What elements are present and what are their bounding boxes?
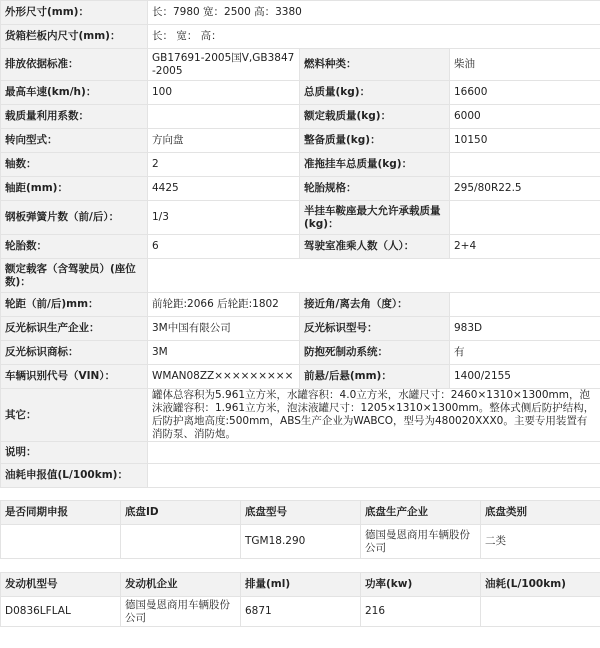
spec-row-dimensions xyxy=(1,1,600,25)
trailer-mass-label: 准拖挂车总质量(kg)： xyxy=(300,153,450,177)
tire-count-value: 6 xyxy=(148,235,300,259)
curb-mass-value: 10150 xyxy=(450,129,600,153)
saddle-load-label: 半挂车鞍座最大允许承载质量(kg)： xyxy=(300,201,450,235)
chassis-maker: 德国曼恩商用车辆股份公司 xyxy=(361,525,481,559)
fuel-type-value: 柴油 xyxy=(450,49,600,81)
reflector-maker-value: 3M中国有限公司 xyxy=(148,317,300,341)
emission-standard-value: GB17691-2005国Ⅴ,GB3847-2005 xyxy=(148,49,300,81)
approach-angle-value xyxy=(450,293,600,317)
steering-value: 方向盘 xyxy=(148,129,300,153)
dimensions-value: 长：7980 宽：2500 高：3380 xyxy=(148,1,600,25)
gross-mass-value: 16600 xyxy=(450,81,600,105)
engine-data-row xyxy=(1,597,600,627)
tire-spec-value: 295/80R22.5 xyxy=(450,177,600,201)
wheelbase-label: 轴距(mm)： xyxy=(1,177,148,201)
chassis-category: 二类 xyxy=(481,525,600,559)
emission-standard-label: 排放依据标准： xyxy=(1,49,148,81)
spec-row-reflector-mfr xyxy=(1,317,600,341)
reflector-brand-label: 反光标识商标： xyxy=(1,341,148,365)
spec-row-util xyxy=(1,105,600,129)
engine-power: 216 xyxy=(361,597,481,627)
reflector-maker-label: 反光标识生产企业： xyxy=(1,317,148,341)
curb-mass-label: 整备质量(kg)： xyxy=(300,129,450,153)
tire-spec-label: 轮胎规格： xyxy=(300,177,450,201)
fuel-report-value xyxy=(148,464,600,488)
tire-count-label: 轮胎数： xyxy=(1,235,148,259)
load-util-value xyxy=(148,105,300,129)
axles-label: 轴数： xyxy=(1,153,148,177)
reflector-model-value: 983D xyxy=(450,317,600,341)
chassis-id xyxy=(121,525,241,559)
track-width-value: 前轮距:2066 后轮距:1802 xyxy=(148,293,300,317)
chassis-header-maker: 底盘生产企业 xyxy=(361,501,481,525)
saddle-load-value xyxy=(450,201,600,235)
cargo-box-label: 货箱栏板内尺寸(mm)： xyxy=(1,25,148,49)
spec-row-cargo xyxy=(1,25,600,49)
leaf-spring-value: 1/3 xyxy=(148,201,300,235)
abs-label: 防抱死制动系统： xyxy=(300,341,450,365)
trailer-mass-value xyxy=(450,153,600,177)
reflector-model-label: 反光标识型号： xyxy=(300,317,450,341)
other-value: 罐体总容积为5.961立方米，水罐容积：4.0立方米，水罐尺寸：2460×1310×1300mm，泡沫液罐容积：1.961立方米，泡沫液罐尺寸：1205×1310×1300mm。整体式侧后防护结构，后防护离地高度:500mm，ABS生产企业为WABCO，型号为480020XXX0。主要专用装置有消防泵、消防炮。 xyxy=(148,389,600,442)
chassis-header-same-period: 是否同期申报 xyxy=(1,501,121,525)
engine-header-model: 发动机型号 xyxy=(1,573,121,597)
passenger-capacity-value xyxy=(148,259,600,293)
passenger-capacity-label: 额定载客（含驾驶员）(座位数)： xyxy=(1,259,148,293)
spec-row-other xyxy=(1,389,600,442)
note-label: 说明： xyxy=(1,442,148,464)
dimensions-label: 外形尺寸(mm)： xyxy=(1,1,148,25)
engine-header-fuel: 油耗(L/100km) xyxy=(481,573,600,597)
fuel-report-label: 油耗申报值(L/100km)： xyxy=(1,464,148,488)
abs-value: 有 xyxy=(450,341,600,365)
chassis-header-row xyxy=(1,501,600,525)
load-util-label: 载质量利用系数： xyxy=(1,105,148,129)
vin-label: 车辆识别代号（VIN）： xyxy=(1,365,148,389)
engine-model: D0836LFLAL xyxy=(1,597,121,627)
engine-maker: 德国曼恩商用车辆股份公司 xyxy=(121,597,241,627)
spec-row-reflector-brand xyxy=(1,341,600,365)
chassis-table xyxy=(0,500,600,559)
engine-header-maker: 发动机企业 xyxy=(121,573,241,597)
rated-load-label: 额定载质量(kg)： xyxy=(300,105,450,129)
overhang-label: 前悬/后悬(mm)： xyxy=(300,365,450,389)
reflector-brand-value: 3M xyxy=(148,341,300,365)
spec-row-spring xyxy=(1,201,600,235)
spec-row-track xyxy=(1,293,600,317)
spec-row-steering xyxy=(1,129,600,153)
spec-row-passengers xyxy=(1,259,600,293)
note-value xyxy=(148,442,600,464)
engine-table xyxy=(0,572,600,627)
engine-fuel xyxy=(481,597,600,627)
other-label: 其它： xyxy=(1,389,148,442)
max-speed-value: 100 xyxy=(148,81,300,105)
chassis-header-model: 底盘型号 xyxy=(241,501,361,525)
engine-header-displacement: 排量(ml) xyxy=(241,573,361,597)
steering-label: 转向型式： xyxy=(1,129,148,153)
overhang-value: 1400/2155 xyxy=(450,365,600,389)
spec-row-note xyxy=(1,442,600,464)
rated-load-value: 6000 xyxy=(450,105,600,129)
track-width-label: 轮距（前/后)mm： xyxy=(1,293,148,317)
vin-value: WMAN08ZZ××××××××× xyxy=(148,365,300,389)
gross-mass-label: 总质量(kg)： xyxy=(300,81,450,105)
chassis-data-row xyxy=(1,525,600,559)
spec-row-speed xyxy=(1,81,600,105)
cargo-box-value: 长： 宽： 高： xyxy=(148,25,600,49)
cab-seats-value: 2+4 xyxy=(450,235,600,259)
cab-seats-label: 驾驶室准乘人数（人）： xyxy=(300,235,450,259)
spec-row-axles xyxy=(1,153,600,177)
chassis-header-id: 底盘ID xyxy=(121,501,241,525)
spec-row-vin xyxy=(1,365,600,389)
spec-row-tires xyxy=(1,235,600,259)
max-speed-label: 最高车速(km/h)： xyxy=(1,81,148,105)
leaf-spring-label: 钢板弹簧片数（前/后）： xyxy=(1,201,148,235)
chassis-model: TGM18.290 xyxy=(241,525,361,559)
engine-displacement: 6871 xyxy=(241,597,361,627)
chassis-header-category: 底盘类别 xyxy=(481,501,600,525)
spec-row-wheelbase xyxy=(1,177,600,201)
spec-row-fuel-report xyxy=(1,464,600,488)
engine-header-power: 功率(kw) xyxy=(361,573,481,597)
approach-angle-label: 接近角/离去角（度）： xyxy=(300,293,450,317)
chassis-same-period xyxy=(1,525,121,559)
spec-row-emission xyxy=(1,49,600,81)
axles-value: 2 xyxy=(148,153,300,177)
wheelbase-value: 4425 xyxy=(148,177,300,201)
engine-header-row xyxy=(1,573,600,597)
fuel-type-label: 燃料种类： xyxy=(300,49,450,81)
